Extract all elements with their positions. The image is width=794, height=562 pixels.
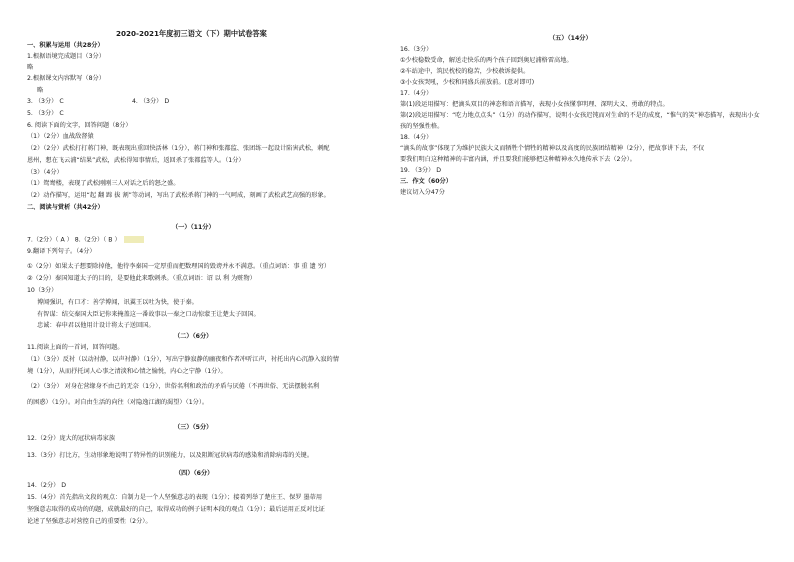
line-text: 13.（3分）打比方，生动形象地说明了特异性的识别能力，以及阻断冠状病毒的感染和消除病毒的关键。 [27, 452, 314, 459]
left-line [27, 169, 63, 176]
left-line [27, 204, 104, 211]
left-line [27, 110, 64, 117]
left-line [116, 30, 267, 38]
line-text: 忠诚：春申君以他用计设计将太子送回国。 [37, 322, 155, 329]
left-line [132, 98, 169, 105]
left-line [27, 275, 256, 282]
right-line [400, 134, 432, 141]
left-line [27, 263, 330, 270]
line-text: 略 [37, 87, 44, 94]
line-text: （一）（11分） [172, 224, 215, 231]
line-text: 4. （3分） D [132, 98, 170, 105]
right-line [400, 101, 669, 108]
line-text: 1.根据语境完成题目（3分） [27, 53, 105, 60]
left-line [27, 356, 339, 363]
line-text: 12.（2分）庞大的冠状病毒家族 [27, 435, 116, 442]
left-line [27, 122, 132, 129]
line-text: 19. （3分） D [400, 167, 442, 174]
right-line [400, 57, 573, 64]
line-text: 要我们明白这种精神的丰富内涵，并且要我们能够把这种精神永久地传承下去（2分）。 [400, 156, 636, 163]
left-line [27, 98, 64, 105]
line-text: （2）动作描写，运用“起 翻 蹄 拔 割”等动词，写出了武松杀蒋门神的一气呵成，刻画了武松武艺高强的形象。 [27, 192, 330, 199]
line-text: 3. （3分） C [27, 98, 64, 105]
line-text: 6. 阅读下面的文字，回答问题（8分） [27, 122, 132, 129]
right-line [400, 68, 529, 75]
left-line [27, 236, 144, 244]
left-line [27, 435, 115, 442]
line-text: 三．作文（60分） [400, 178, 452, 185]
line-text: （三）（5分） [174, 424, 213, 431]
left-line [27, 53, 105, 60]
line-text: 二、阅读与赏析（共42分） [27, 204, 104, 211]
line-text: （四）（6分） [175, 470, 214, 477]
line-text: 境（1分），从而抒托词人心事之清淡和心情之愉悦，内心之宁静（1分）。 [27, 368, 227, 375]
right-line [400, 79, 534, 86]
left-line [37, 87, 43, 94]
left-line [27, 368, 227, 375]
left-line [27, 42, 104, 49]
line-text: 9.翻译下列句子。（4分） [27, 248, 96, 255]
right-line [400, 90, 432, 97]
line-text: 论述了坚强意志对营控自己的重要性（2分）。 [27, 518, 152, 525]
line-text: 第(1)段运用描写：把滴头双目的神态和语言描写，表现小女孩懂事明理、深明大义、勇敢的特点。 [400, 101, 669, 108]
left-line [27, 133, 94, 140]
line-text: 15.（4分）首先指出文段的观点：自制力是一个人坚强意志的表现（1分）；接着列举了楚庄王、保罗 墨蒂用 [27, 494, 323, 501]
line-text: 坚强意志取得的成功的的题，成就最好的自己，取得成功的例子证明本段的观点（1分）；最后运用正反对比证 [27, 506, 325, 513]
left-line [27, 145, 330, 152]
line-text: 7.（2分）（ A ） 8.（2分）（ B ） [27, 236, 121, 244]
left-line [27, 383, 319, 390]
line-text: 孩的坚强性格。 [400, 123, 444, 130]
line-text: 的困惑）（1分）。对自由生活的向往（对隐逸江湖的渴望）（1分）。 [27, 399, 209, 406]
line-text: 第(2)段运用描写：“吃力地点点头”（1分）的动作描写，说明小女孩迟钝而对生命的不是的成度，“惟气的笑”神态描写，表现出小女 [400, 112, 760, 119]
left-line [27, 506, 325, 513]
left-line [37, 311, 260, 318]
line-text: 恩州，想在飞云浦“结果”武松，武松得知事情后，返回杀了张都监等人。（1分） [27, 157, 245, 164]
line-text: （二）（6分） [174, 333, 213, 340]
right-line [400, 145, 704, 152]
left-line [37, 322, 155, 329]
line-text: ②车站途中，筑民枕校的稳苦，少校赦诉提供。 [400, 68, 530, 75]
line-text: ①少校稳数受命，解送走快乐的两个孩子回到奥尼浦格雷高地。 [400, 57, 573, 64]
line-text: 17.（4分） [400, 90, 433, 97]
left-line [174, 333, 212, 340]
line-text: 11.阅读上面的一首词，回答问题。 [27, 344, 124, 351]
right-line [400, 123, 443, 130]
line-text: （1）鸳鸯楼，表现了武松刚刚三人对话之后的怒之盛。 [27, 180, 180, 187]
right-line [400, 167, 441, 174]
line-text: （2）（3分） 对身在营缘身不由己的无奈（1分），世俗名利和政治的矛盾与厌倦（不再世俗、无法摆脱名利 [27, 383, 320, 390]
right-line [400, 156, 636, 163]
left-line [27, 482, 66, 489]
left-line [27, 344, 123, 351]
line-text: （五）（14分） [549, 35, 592, 42]
left-line [27, 518, 152, 525]
left-line [27, 248, 96, 255]
line-text: 建议切入分47分 [400, 189, 445, 196]
line-text: 18.（4分） [400, 134, 433, 141]
line-text: 10（3分） [27, 287, 58, 294]
left-line [27, 399, 208, 406]
line-text: ②（2分）秦国知道太子的目的，是要他此来歌刺杀。（重点词语：诏 以 利 为赃物） [27, 275, 256, 282]
right-line [400, 112, 760, 119]
line-text: 博闻强识，有口才：善学博闻，讯翼王以吐为快，使于秦。 [37, 299, 198, 306]
line-text: （1）（2分）血战敌督猿 [27, 133, 94, 140]
right-line [400, 46, 432, 53]
left-line [27, 287, 57, 294]
line-text: 2.根据课文内容默写（8分） [27, 75, 105, 82]
right-line [400, 178, 452, 185]
left-line [27, 157, 245, 164]
line-text: 一、积累与运用（共28分） [27, 42, 104, 49]
left-line [27, 75, 105, 82]
line-text: （1）（3分）反衬（以动衬静，以声衬静）（1分），写出宁静寂静的幽夜和作者冲听江声，衬托出内心沉静入寂的情 [27, 356, 339, 363]
line-text: 5. （3分） C [27, 110, 64, 117]
left-line [37, 299, 198, 306]
left-line [27, 64, 33, 71]
right-line [549, 35, 592, 42]
line-text: ③小女孩哭吼，少校和同盛兵前放前。(意对即可) [400, 79, 535, 86]
line-text: （2）（2分）武松打打蒋门神，既表现出重回快活林（1分），蒋门神和张都监、张团练一起设计陷害武松，刺配 [27, 145, 330, 152]
left-line [172, 224, 215, 231]
line-text: 2020-2021年度初三语文（下）期中试卷答案 [116, 29, 267, 38]
left-line [27, 180, 179, 187]
line-text: 略 [27, 64, 34, 71]
left-line [27, 192, 330, 199]
line-text: （3）（4分） [27, 169, 63, 176]
right-line [400, 189, 445, 196]
left-line [175, 470, 213, 477]
line-text: 14.（2分） D [27, 482, 67, 489]
left-line [27, 494, 322, 501]
left-line [27, 452, 313, 459]
line-text: ①（2分）如果太子想要除掉他，他待李秦国一定厚重而把数理国的毁谤并永不满意。（重点词语：事 重 遗 穷） [27, 263, 331, 270]
line-text: 16.（3分） [400, 46, 433, 53]
left-line [174, 424, 212, 431]
line-text: “滴头的故事”体现了为维护民族大义而牺牲个情牲的精神以及高度的民族团结精神（2分），把故事讲下去，不仅 [400, 145, 705, 152]
line-text: 有智谋：结交秦国大臣记你来掩盖这一番故事以一秦之口动惊蒙王让楚太子回国。 [37, 311, 260, 318]
highlight-mark [124, 236, 144, 243]
